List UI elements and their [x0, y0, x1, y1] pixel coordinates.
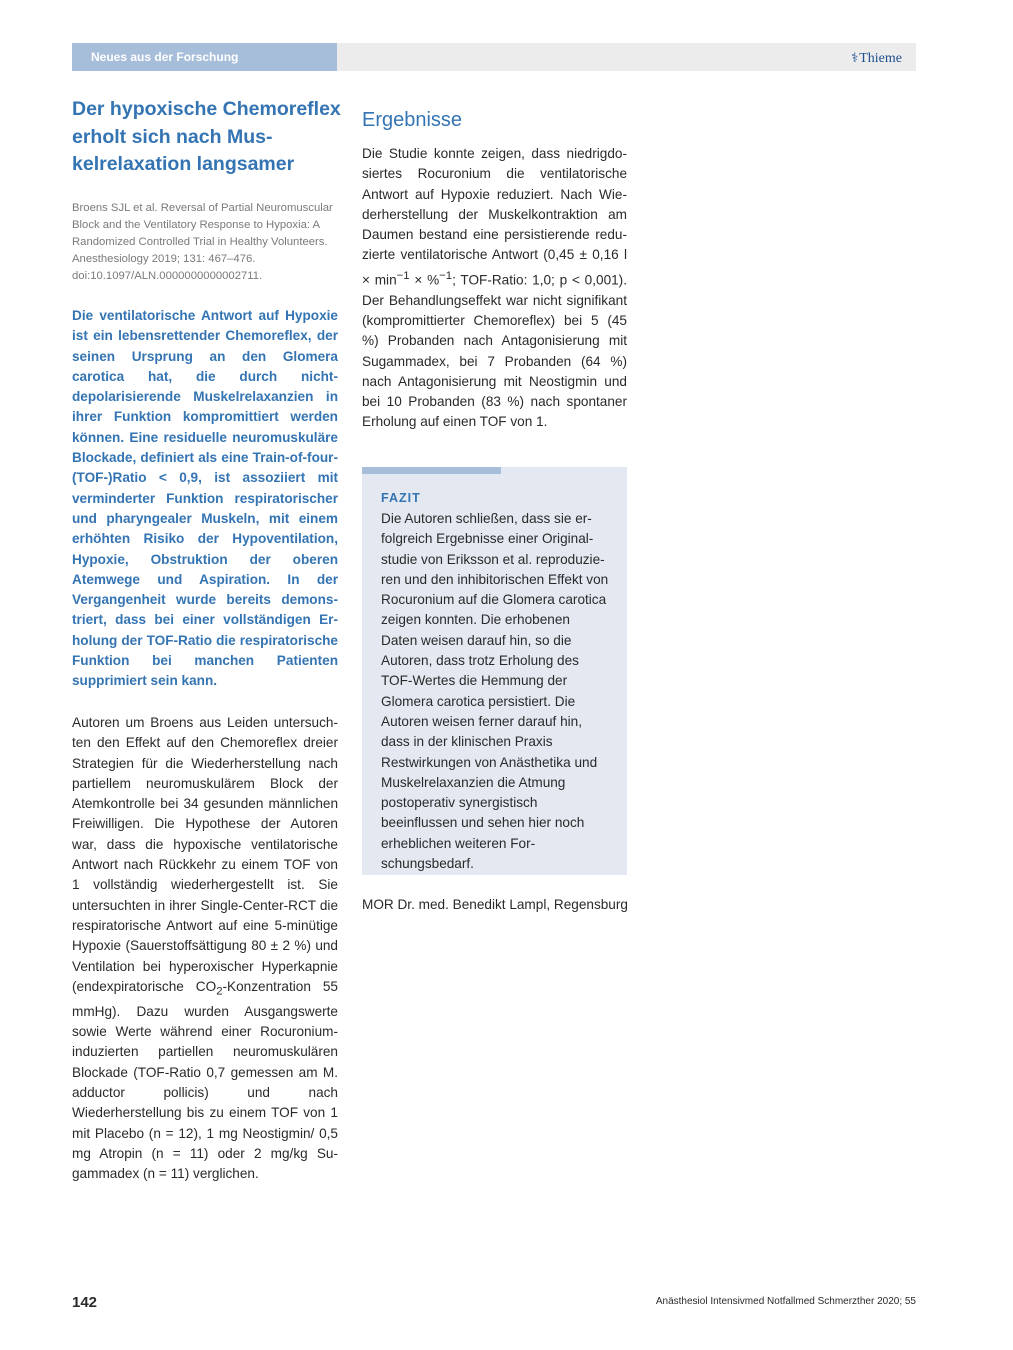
article-lead: Die ventilatorische Antwort auf Hypoxie ist ein lebensrettender Chemoreflex, der seinen Ursprung an den Glomera carotica hat, die durch nichtdepolarisierende Muskelrelaxanzien in ihrer Funktion kompromittiert werden können. Eine residuelle neuromuskuläre Blockade, definiert als eine Train-of-four-(TOF-)Ratio < 0,9, ist assoziiert mit verminderter Funktion respiratorischer und pharyngealer Muskeln, mit einem erhöhten Risiko der Hypoventilation, Hypoxie, Obstruktion der oberen Atemwege und Aspiration. In der Vergangenheit wurde bereits demonstriert, dass bei einer vollständigen Erholung der TOF-Ratio die respiratorische Funktion bei manchen Patienten supprimiert sein kann.	[72, 308, 338, 689]
body-subscript: 2	[216, 985, 223, 998]
fazit-accent-bar	[362, 467, 501, 474]
header-bar	[337, 43, 916, 71]
results-superscript-1: −1	[396, 269, 410, 282]
body-text-part1: Autoren um Broens aus Leiden untersuchten den Effekt auf den Chemoreflex dreier Strategien für die Wiederherstellung nach partiellem neuromuskulärem Block der Atemkontrolle bei 34 gesunden männlichen Freiwilligen. Die Hypothese der Autoren war, dass die hypoxische ventilatorische Antwort nach Rückkehr zu einem TOF von 1 vollständig wiederhergestellt ist. Sie untersuchten in ihrer Single-Center-RCT die respiratorische Antwort auf eine 5-minütige Hypoxie (Sauerstoffsättigung 80 ± 2 %) und Ventilation bei hyperoxischer Hyperkapnie (endexpiratorische CO	[72, 715, 338, 994]
article-title: Der hypoxische Chemoreflex erholt sich nach Muskelrelaxation langsamer	[72, 98, 341, 175]
publisher-logo	[851, 43, 902, 71]
fazit-box	[362, 467, 627, 875]
page-number: 142	[72, 1294, 98, 1311]
results-heading: Ergebnisse	[362, 109, 463, 131]
article-body	[72, 713, 338, 1185]
section-label	[72, 43, 337, 71]
fazit-text: Die Autoren schließen, dass sie erfolgreich Ergebnisse einer Originalstudie von Eriksson et al. reproduzieren und den inhibitorischen Effekt von Rocuronium auf die Glomera carotica zeigen konnten. Die erhobenen Daten weisen darauf hin, so die Autoren, dass trotz Erholung des TOF-Wertes die Hemmung der Glomera carotica persistiert. Die Autoren weisen ferner darauf hin, dass in der klinischen Praxis Restwirkungen von Anästhetika und Muskelrelaxanzien die Atmung postoperativ synergistisch beeinflussen und sehen hier noch erheblichen weiteren Forschungsbedarf.	[381, 511, 609, 872]
article-citation: Broens SJL et al. Reversal of Partial Neuromuscular Block and the Ventilatory Response to Hypoxia: A Randomized Controlled Trial in Healthy Volunteers. Anesthesiology 2019; 131: 467–476. doi:10.1097/ALN.0000000000002711.	[72, 202, 333, 282]
results-superscript-2: −1	[439, 269, 453, 282]
publisher-name: Thieme	[859, 51, 902, 66]
results-text	[362, 144, 627, 433]
article-author: MOR Dr. med. Benedikt Lampl, Regensburg	[362, 897, 628, 912]
thieme-logo-icon: ⚕	[851, 50, 859, 65]
journal-reference: Anästhesiol Intensivmed Notfallmed Schmerzther 2020; 55	[655, 1296, 916, 1307]
fazit-heading: FAZIT	[381, 491, 421, 505]
section-label-text: Neues aus der Forschung	[91, 50, 239, 64]
results-text-mid: × %	[409, 272, 440, 288]
results-text-part2: ; TOF-Ratio: 1,0; p < 0,001). Der Behandlungseffekt war nicht signifikant (kompromittierter Chemoreflex) bei 5 (45 %) Probanden nach Antagonisierung mit Sugammadex, bei 7 Probanden (64 %) nach Antagonisierung mit Neostigmin und bei 10 Probanden (83 %) nach spontaner Erholung auf einen TOF von 1.	[362, 272, 627, 430]
results-text-part1: Die Studie konnte zeigen, dass niedrigdosiertes Rocuronium die ventilatorische Antwort auf Hypoxie reduziert. Nach Wiederherstellung der Muskelkontraktion am Daumen bestand eine persistierende reduzierte ventilatorische Antwort (0,45 ± 0,16 l × min	[362, 146, 627, 288]
body-text-part2: -Konzentration 55 mmHg). Dazu wurden Ausgangswerte sowie Werte während einer Rocuronium-induzierten partiellen neuromuskulären Blockade (TOF-Ratio 0,7 gemessen am M. adductor pollicis) und nach Wiederherstellung bis zu einem TOF von 1 mit Placebo (n = 12), 1 mg Neostigmin/ 0,5 mg Atropin (n = 11) oder 2 mg/kg Sugammadex (n = 11) verglichen.	[72, 978, 338, 1182]
